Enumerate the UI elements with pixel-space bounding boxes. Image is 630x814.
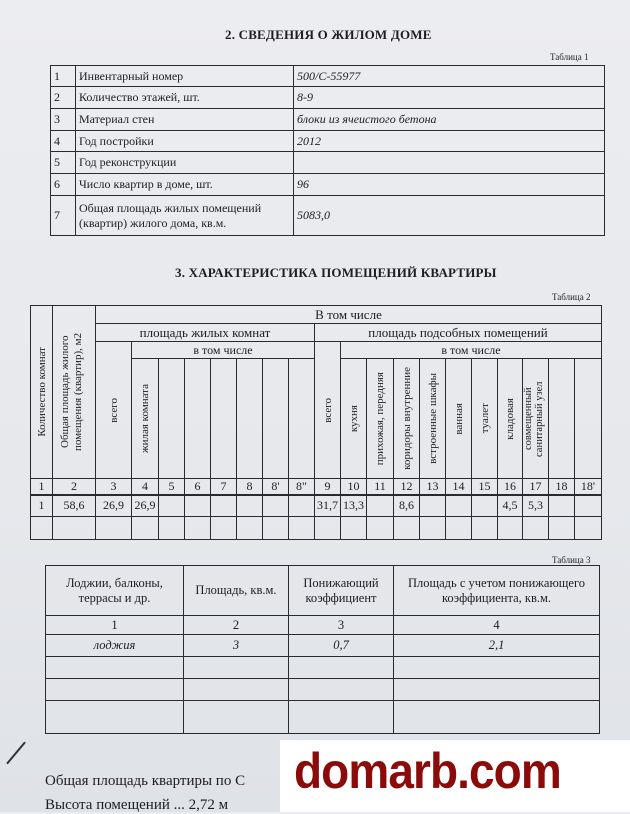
column-number: 1	[46, 616, 184, 635]
column-number: 9	[315, 479, 341, 496]
section-2-title: 2. СВЕДЕНИЯ О ЖИЛОМ ДОМЕ	[225, 27, 432, 42]
column-number: 16	[498, 479, 523, 496]
column-number: 3	[289, 616, 394, 635]
empty-cell	[523, 516, 549, 539]
data-cell: 2,1	[394, 635, 600, 657]
header-storage: кладовая	[504, 397, 516, 440]
header-living-including: в том числе	[132, 342, 315, 359]
empty-cell	[263, 516, 289, 539]
header-rooms-count: Количество комнат	[35, 347, 48, 437]
empty-cell	[549, 516, 575, 539]
column-number: 4	[132, 479, 159, 496]
row-value: 5083,0	[294, 196, 605, 236]
data-cell	[185, 495, 211, 516]
data-cell	[237, 495, 263, 516]
data-cell: 4,5	[498, 495, 523, 516]
data-cell: 3	[184, 635, 289, 657]
row-label: Год постройки	[76, 131, 294, 152]
column-number: 15	[472, 479, 498, 496]
data-cell: 8,6	[394, 495, 420, 516]
header-toilet: туалет	[478, 403, 491, 434]
row-label: Число квартир в доме, шт.	[76, 174, 294, 196]
header-aux-area: площадь подсобных помещений	[315, 324, 602, 342]
column-number: 8'	[263, 479, 289, 496]
row-label: Инвентарный номер	[76, 66, 294, 87]
row-label: Материал стен	[76, 109, 294, 131]
table-row	[51, 196, 605, 236]
empty-cell	[446, 516, 472, 539]
header-bathroom: ванная	[452, 402, 465, 435]
row-value: 96	[294, 174, 605, 196]
data-cell	[263, 495, 289, 516]
row-number: 5	[51, 152, 76, 174]
empty-cell	[159, 516, 185, 539]
column-header: Лоджии, балконы, террасы и др.	[46, 566, 184, 616]
empty-cell	[394, 516, 420, 539]
data-cell	[575, 495, 602, 516]
table-row	[51, 131, 605, 152]
column-number: 3	[96, 479, 132, 496]
data-cell	[159, 495, 185, 516]
watermark	[280, 740, 630, 812]
footer-height: Высота помещений ... 2,72 м	[45, 797, 229, 813]
header-living-all: всего	[107, 397, 120, 423]
row-number: 7	[51, 196, 76, 236]
data-cell	[367, 495, 394, 516]
empty-cell	[289, 516, 315, 539]
empty-cell	[315, 516, 341, 539]
row-label: Год реконструкции	[76, 152, 294, 174]
table-2-label: Таблица 2	[552, 292, 591, 302]
row-number: 2	[51, 87, 76, 109]
column-number: 10	[341, 479, 367, 496]
data-cell: 26,9	[96, 495, 132, 516]
header-aux-all: всего	[321, 397, 334, 423]
header-kitchen: кухня	[347, 404, 360, 433]
table-row	[51, 174, 605, 196]
watermark-text: domarb.com	[294, 743, 561, 799]
table-row	[51, 87, 605, 109]
row-value: 8-9	[294, 87, 605, 109]
empty-cell	[472, 516, 498, 539]
column-number: 8	[237, 479, 263, 496]
column-number: 18	[549, 479, 575, 496]
column-number: 13	[420, 479, 446, 496]
data-cell	[420, 495, 446, 516]
row-value	[294, 152, 605, 174]
row-number: 1	[51, 66, 76, 87]
data-cell: 1	[31, 495, 53, 516]
column-number: 11	[367, 479, 394, 496]
section-3-title: 3. ХАРАКТЕРИСТИКА ПОМЕЩЕНИЙ КВАРТИРЫ	[175, 265, 497, 280]
empty-cell	[237, 516, 263, 539]
header-living-room: жилая комната	[139, 383, 151, 453]
house-info-table	[50, 65, 605, 236]
data-cell	[211, 495, 237, 516]
loggias-table	[45, 565, 600, 734]
header-including: В том числе	[96, 306, 602, 324]
data-cell	[472, 495, 498, 516]
empty-cell	[53, 516, 96, 539]
empty-cell	[132, 516, 159, 539]
table-row	[51, 109, 605, 131]
empty-cell	[31, 516, 53, 539]
empty-cell	[211, 516, 237, 539]
data-cell	[549, 495, 575, 516]
column-number: 18'	[575, 479, 602, 496]
footer-total-area: Общая площадь квартиры по С	[45, 773, 246, 789]
data-cell: 31,7	[315, 495, 341, 516]
empty-cell	[498, 516, 523, 539]
data-cell	[289, 495, 315, 516]
header-total-area: Общая площадь жилого помещения (квартир), м2	[59, 332, 84, 452]
data-cell: 13,3	[341, 495, 367, 516]
column-number: 6	[185, 479, 211, 496]
empty-cell	[185, 516, 211, 539]
row-value: 500/С-55977	[294, 66, 605, 87]
row-label: Общая площадь жилых помещений (квартир) жилого дома, кв.м.	[76, 196, 294, 236]
empty-cell	[367, 516, 394, 539]
empty-cell	[420, 516, 446, 539]
row-label: Количество этажей, шт.	[76, 87, 294, 109]
data-cell	[446, 495, 472, 516]
column-number: 8"	[289, 479, 315, 496]
column-number: 2	[53, 479, 96, 496]
data-cell: 26,9	[132, 495, 159, 516]
row-value: 2012	[294, 131, 605, 152]
column-header: Площадь с учетом понижающего коэффициента, кв.м.	[394, 566, 600, 616]
column-number: 2	[184, 616, 289, 635]
table-row	[51, 152, 605, 174]
column-number: 5	[159, 479, 185, 496]
row-number: 3	[51, 109, 76, 131]
row-value: блоки из ячеистого бетона	[294, 109, 605, 131]
data-cell: 5,3	[523, 495, 549, 516]
row-number: 6	[51, 174, 76, 196]
column-number: 1	[31, 479, 53, 496]
column-number: 17	[523, 479, 549, 496]
column-number: 4	[394, 616, 600, 635]
pen-mark	[6, 742, 26, 765]
empty-cell	[341, 516, 367, 539]
header-combined-wc: совмещенный санитарный узел	[523, 380, 545, 457]
column-number: 14	[446, 479, 472, 496]
data-cell: 58,6	[53, 495, 96, 516]
header-aux-including: в том числе	[341, 342, 602, 359]
empty-cell	[575, 516, 602, 539]
column-header: Площадь, кв.м.	[184, 566, 289, 616]
data-cell: лоджия	[46, 635, 184, 657]
rooms-table	[30, 305, 602, 540]
data-cell: 0,7	[289, 635, 394, 657]
header-wardrobes: встроенные шкафы	[426, 373, 439, 464]
column-header: Понижающий коэффициент	[289, 566, 394, 616]
table-1-label: Таблица 1	[550, 52, 589, 62]
column-number: 12	[394, 479, 420, 496]
header-hall: прихожая, передняя	[374, 371, 386, 466]
empty-cell	[96, 516, 132, 539]
header-corridors: коридоры внутренние	[400, 367, 413, 470]
table-3-label: Таблица 3	[552, 555, 591, 565]
row-number: 4	[51, 131, 76, 152]
table-row	[51, 66, 605, 87]
header-living-area: площадь жилых комнат	[96, 324, 315, 342]
column-number: 7	[211, 479, 237, 496]
